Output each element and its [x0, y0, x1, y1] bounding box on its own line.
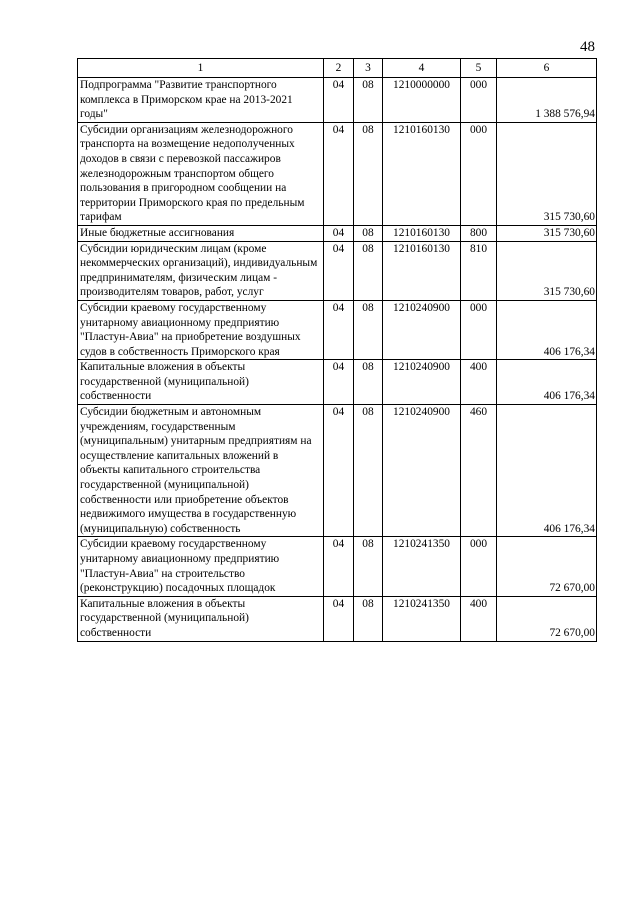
column-header-target-article: 4	[383, 59, 461, 78]
row-subsection: 08	[354, 225, 383, 241]
row-expense-type: 400	[461, 360, 497, 405]
row-amount: 72 670,00	[497, 537, 597, 596]
row-amount: 315 730,60	[497, 225, 597, 241]
table-row	[78, 225, 597, 241]
row-amount: 1 388 576,94	[497, 78, 597, 123]
column-header-subsection: 3	[354, 59, 383, 78]
column-header-section: 2	[324, 59, 354, 78]
row-subsection: 08	[354, 596, 383, 641]
row-amount: 406 176,34	[497, 300, 597, 359]
table-row	[78, 405, 597, 537]
row-target-article: 1210160130	[383, 122, 461, 225]
row-expense-type: 000	[461, 78, 497, 123]
row-section: 04	[324, 122, 354, 225]
row-subsection: 08	[354, 241, 383, 300]
row-name: Капитальные вложения в объекты государственной (муниципальной) собственности	[78, 360, 324, 405]
row-target-article: 1210000000	[383, 78, 461, 123]
row-expense-type: 460	[461, 405, 497, 537]
row-name: Субсидии краевому государственному унитарному авиационному предприятию "Пластун-Авиа" на приобретение воздушных судов в собственность Приморского края	[78, 300, 324, 359]
row-expense-type: 000	[461, 537, 497, 596]
column-header-expense-type: 5	[461, 59, 497, 78]
row-section: 04	[324, 78, 354, 123]
row-section: 04	[324, 596, 354, 641]
column-header-amount: 6	[497, 59, 597, 78]
row-amount: 72 670,00	[497, 596, 597, 641]
table-row	[78, 241, 597, 300]
row-subsection: 08	[354, 300, 383, 359]
row-amount: 315 730,60	[497, 122, 597, 225]
row-name: Капитальные вложения в объекты государственной (муниципальной) собственности	[78, 596, 324, 641]
table-row	[78, 122, 597, 225]
table-row	[78, 596, 597, 641]
table-header-row	[78, 59, 597, 78]
row-amount: 406 176,34	[497, 360, 597, 405]
table-row	[78, 78, 597, 123]
row-subsection: 08	[354, 537, 383, 596]
row-name: Иные бюджетные ассигнования	[78, 225, 324, 241]
row-name: Субсидии организациям железнодорожного транспорта на возмещение недополученных доходов в связи с перевозкой пассажиров железнодорожным транспортом общего пользования в пригородном сообщении на территории Приморского края по предельным тарифам	[78, 122, 324, 225]
row-section: 04	[324, 360, 354, 405]
table-row	[78, 300, 597, 359]
row-target-article: 1210160130	[383, 241, 461, 300]
row-section: 04	[324, 300, 354, 359]
row-name: Субсидии юридическим лицам (кроме некоммерческих организаций), индивидуальным предпринимателям, физическим лицам - производителям товаров, работ, услуг	[78, 241, 324, 300]
row-section: 04	[324, 241, 354, 300]
row-expense-type: 810	[461, 241, 497, 300]
row-subsection: 08	[354, 360, 383, 405]
row-expense-type: 400	[461, 596, 497, 641]
row-subsection: 08	[354, 122, 383, 225]
row-name: Субсидии бюджетным и автономным учреждениям, государственным (муниципальным) унитарным предприятиям на осуществление капитальных вложений в объекты капитального строительства государственной (муниципальной) собственности или приобретение объектов недвижимого имущества в государственную (муниципальную) собственность	[78, 405, 324, 537]
row-amount: 406 176,34	[497, 405, 597, 537]
row-subsection: 08	[354, 78, 383, 123]
row-expense-type: 000	[461, 300, 497, 359]
row-target-article: 1210240900	[383, 405, 461, 537]
table-row	[78, 360, 597, 405]
row-target-article: 1210241350	[383, 596, 461, 641]
row-target-article: 1210240900	[383, 360, 461, 405]
row-expense-type: 800	[461, 225, 497, 241]
row-section: 04	[324, 225, 354, 241]
row-target-article: 1210241350	[383, 537, 461, 596]
row-amount: 315 730,60	[497, 241, 597, 300]
row-name: Субсидии краевому государственному унитарному авиационному предприятию "Пластун-Авиа" на строительство (реконструкцию) посадочных площадок	[78, 537, 324, 596]
column-header-name: 1	[78, 59, 324, 78]
table-row	[78, 537, 597, 596]
row-section: 04	[324, 405, 354, 537]
row-name: Подпрограмма "Развитие транспортного комплекса в Приморском крае на 2013-2021 годы"	[78, 78, 324, 123]
row-target-article: 1210240900	[383, 300, 461, 359]
row-section: 04	[324, 537, 354, 596]
row-subsection: 08	[354, 405, 383, 537]
budget-table	[77, 58, 597, 642]
row-expense-type: 000	[461, 122, 497, 225]
page-number: 48	[580, 39, 595, 55]
row-target-article: 1210160130	[383, 225, 461, 241]
